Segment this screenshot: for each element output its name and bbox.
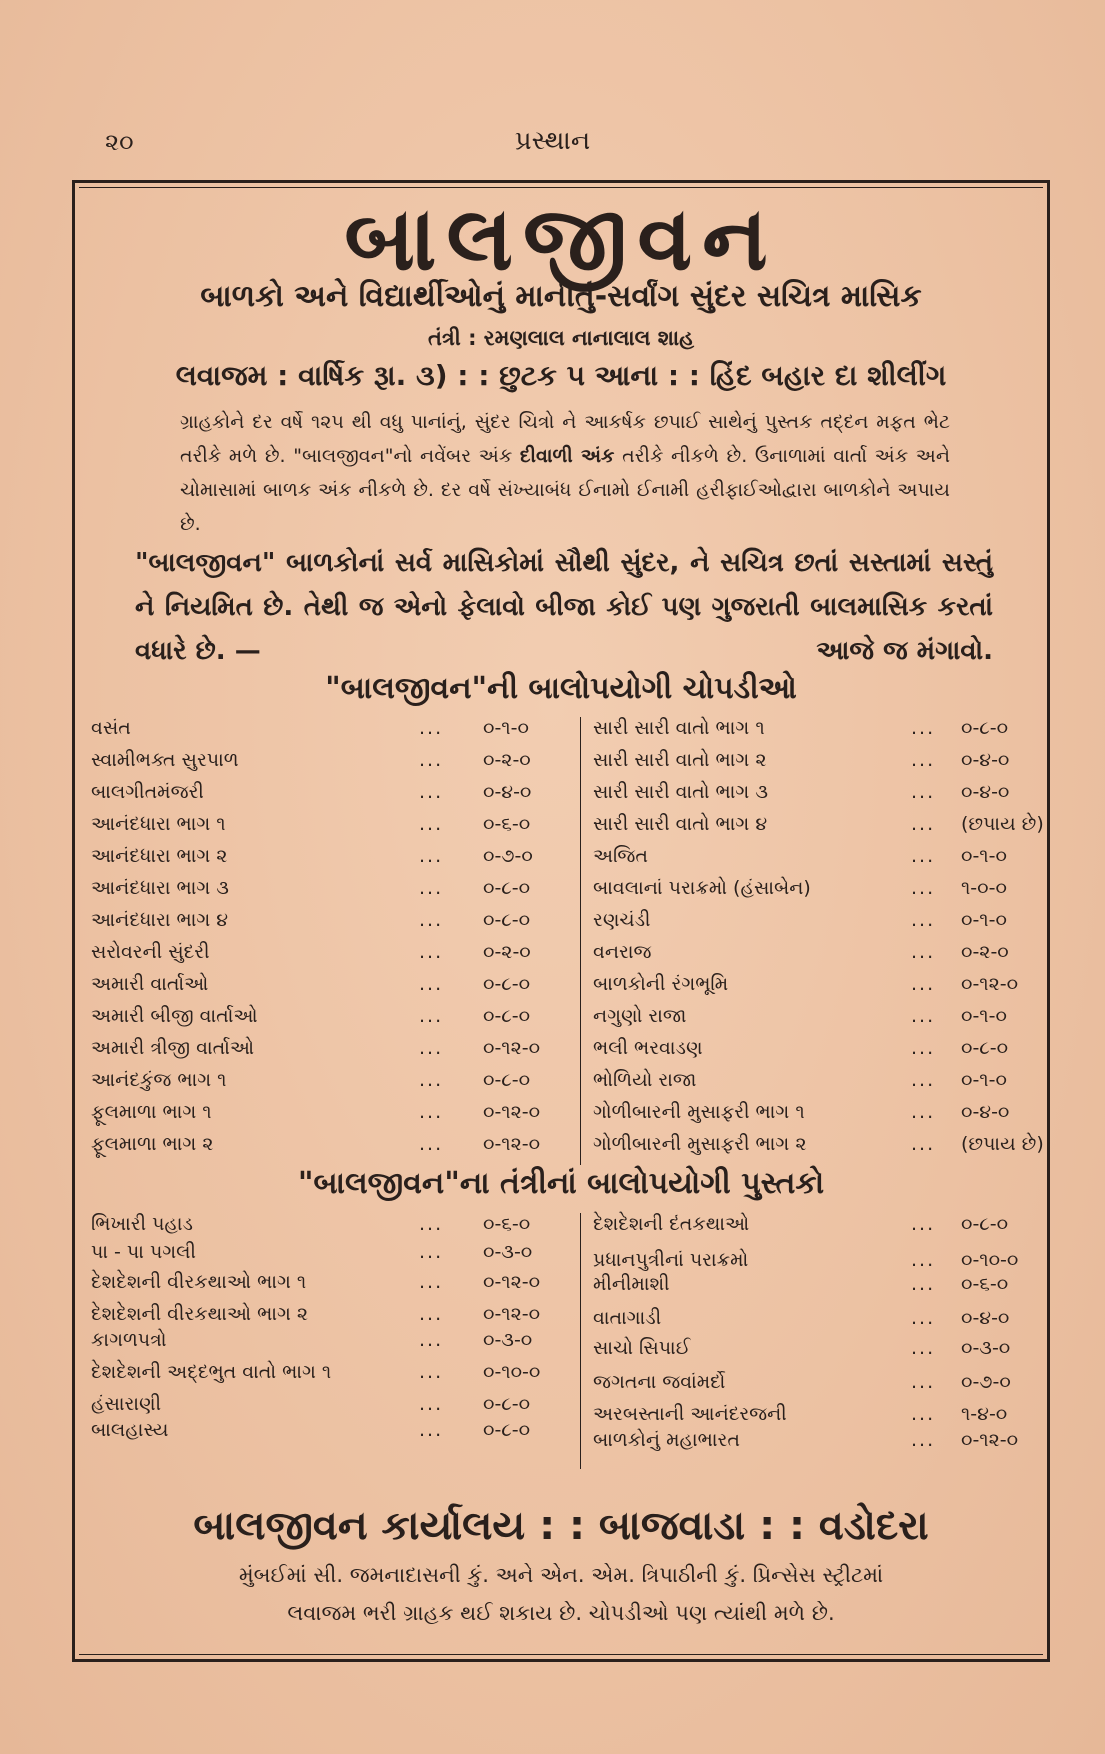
diwali-issue: દીવાળી અંક xyxy=(519,445,615,467)
magazine-title: બાલજીવન xyxy=(344,187,778,290)
book-price: ૦-૭-૦ xyxy=(961,1371,1011,1393)
leader-dots: ... xyxy=(911,813,936,835)
leader-dots: ... xyxy=(419,941,444,963)
book-title: સારી સારી વાતો ભાગ ૧ xyxy=(593,717,765,739)
book-title: સરોવરની સુંદરી xyxy=(91,941,210,963)
book-price: ૦-૧૦-૦ xyxy=(961,1249,1019,1271)
leader-dots: ... xyxy=(911,1307,936,1329)
book-title: ભોળિયો રાજા xyxy=(593,1069,697,1091)
leader-dots: ... xyxy=(419,877,444,899)
leader-dots: ... xyxy=(911,1005,936,1027)
frame-rule-bottom xyxy=(79,1654,1043,1655)
book-price: ૦-૧-૦ xyxy=(961,909,1007,931)
leader-dots: ... xyxy=(911,1213,936,1235)
agents-note: મુંબઈમાં સી. જમનાદાસની કું. અને એન. એમ. ત્રિપાઠીની કું. પ્રિન્સેસ સ્ટ્રીટમાં xyxy=(238,1563,884,1587)
book-row xyxy=(91,877,1037,909)
book-row xyxy=(91,749,1037,781)
leader-dots: ... xyxy=(911,1429,936,1451)
leader-dots: ... xyxy=(419,845,444,867)
book-row xyxy=(91,1273,1037,1305)
leader-dots: ... xyxy=(911,1133,936,1155)
leader-dots: ... xyxy=(911,1101,936,1123)
book-price: ૦-૮-૦ xyxy=(483,973,531,995)
book-row xyxy=(91,909,1037,941)
book-price: ૦-૧-૦ xyxy=(483,717,529,739)
book-price: ૦-૧૨-૦ xyxy=(483,1037,541,1059)
leader-dots: ... xyxy=(419,1361,444,1383)
book-title: બાલગીતમંજરી xyxy=(91,781,204,803)
leader-dots: ... xyxy=(911,845,936,867)
book-price: ૦-૮-૦ xyxy=(483,877,531,899)
book-row xyxy=(91,941,1037,973)
running-head: પ્રસ્થાન xyxy=(514,126,591,156)
book-title: વાતાગાડી xyxy=(593,1307,662,1329)
leader-dots: ... xyxy=(419,1069,444,1091)
leader-dots: ... xyxy=(911,941,936,963)
leader-dots: ... xyxy=(419,1213,444,1235)
book-row xyxy=(91,1307,1037,1339)
book-title: વસંત xyxy=(91,717,131,739)
book-price: ૦-૧-૦ xyxy=(961,1005,1007,1027)
promo-paragraph xyxy=(135,541,993,673)
book-price: ૦-૪-૦ xyxy=(961,781,1010,803)
book-price: ૦-૧૦-૦ xyxy=(483,1361,541,1383)
book-title: સારી સારી વાતો ભાગ ૨ xyxy=(593,749,767,771)
book-title: અજિત xyxy=(593,845,648,867)
leader-dots: ... xyxy=(419,1271,444,1293)
gift-paragraph xyxy=(180,405,950,541)
book-title: અરબસ્તાની આનંદરજની xyxy=(593,1403,787,1425)
book-price: ૦-૪-૦ xyxy=(961,1307,1010,1329)
book-title: આનંદધારા ભાગ ૪ xyxy=(91,909,229,931)
book-row xyxy=(91,845,1037,877)
leader-dots: ... xyxy=(419,1419,444,1441)
book-row xyxy=(91,813,1044,845)
agents-note-2: લવાજમ ભરી ગ્રાહક થઈ શકાય છે. ચોપડીઓ પણ ત્યાંથી મળે છે. xyxy=(287,1601,835,1625)
leader-dots: ... xyxy=(911,1069,936,1091)
editor-books-table xyxy=(91,1213,1037,1473)
book-row xyxy=(91,1133,1044,1165)
book-price: ૦-૮-૦ xyxy=(483,1069,531,1091)
book-price: ૦-૪-૦ xyxy=(961,1101,1010,1123)
book-price: ૦-૮-૦ xyxy=(961,1213,1009,1235)
book-row xyxy=(91,1429,1037,1461)
leader-dots: ... xyxy=(419,1303,444,1325)
book-title: નગુણો રાજા xyxy=(593,1005,687,1027)
book-title: દેશદેશની વીરકથાઓ ભાગ ૧ xyxy=(91,1271,307,1293)
leader-dots: ... xyxy=(911,1337,936,1359)
book-price: ૦-૬-૦ xyxy=(483,813,531,835)
book-price: ૦-૧૨-૦ xyxy=(961,973,1019,995)
book-title: આનંદધારા ભાગ ૩ xyxy=(91,877,229,899)
leader-dots: ... xyxy=(911,1371,936,1393)
book-price: ૧-૪-૦ xyxy=(961,1403,1008,1425)
book-price: ૦-૮-૦ xyxy=(483,1393,531,1415)
book-title: મીનીમાશી xyxy=(593,1273,670,1295)
book-title: આનંદકુંજ ભાગ ૧ xyxy=(91,1069,227,1091)
advertisement-frame xyxy=(72,180,1050,1662)
book-price: ૦-૧૨-૦ xyxy=(483,1271,541,1293)
book-price: ૦-૪-૦ xyxy=(483,781,532,803)
book-price: ૦-૮-૦ xyxy=(961,1037,1009,1059)
leader-dots: ... xyxy=(911,749,936,771)
subscription-line: લવાજમ : વાર્ષિક રૂા. ૩) : : છુટક ૫ આના : : હિંદ બહાર દા શીલીંગ xyxy=(175,359,947,392)
book-title: ગોળીબારની મુસાફરી ભાગ ૧ xyxy=(593,1101,805,1123)
book-price: ૦-૬-૦ xyxy=(961,1273,1009,1295)
book-price: ૦-૧૨-૦ xyxy=(961,1429,1019,1451)
book-row xyxy=(91,717,1037,749)
book-price: ૦-૧-૦ xyxy=(961,845,1007,867)
book-row xyxy=(91,1371,1037,1403)
book-price: ૦-૧૨-૦ xyxy=(483,1303,541,1325)
leader-dots: ... xyxy=(911,1403,936,1425)
book-title: દેશદેશની દંતકથાઓ xyxy=(593,1213,750,1235)
leader-dots: ... xyxy=(911,877,936,899)
leader-dots: ... xyxy=(911,1273,936,1295)
book-title: ફૂલમાળા ભાગ ૨ xyxy=(91,1133,214,1155)
book-price: ૦-૮-૦ xyxy=(961,717,1009,739)
book-title: ભલી ભરવાડણ xyxy=(593,1037,703,1059)
leader-dots: ... xyxy=(419,749,444,771)
editor-books-heading: "બાલજીવન"ના તંત્રીનાં બાલોપયોગી પુસ્તકો xyxy=(297,1166,825,1201)
leader-dots: ... xyxy=(911,1249,936,1271)
book-title: સાચો સિપાઈ xyxy=(593,1337,691,1359)
book-price: ૦-૮-૦ xyxy=(483,1419,531,1441)
leader-dots: ... xyxy=(911,909,936,931)
book-title: વનરાજ xyxy=(593,941,652,963)
gift-text-1: ગ્રાહકોને દર વર્ષે ૧૨૫ થી વધુ પાનાંનું, સુંદર ચિત્રો ને આકર્ષક છપાઈ સાથેનું પુસ્તક તદ્દન મફત ભેટ તરીકે મળે છે. "બાલજીવન"નો નવેંબર અંક xyxy=(180,411,950,467)
book-row xyxy=(91,1037,1037,1069)
page-number: ૨૦ xyxy=(105,128,134,156)
leader-dots: ... xyxy=(419,1241,444,1263)
book-row xyxy=(91,781,1037,813)
leader-dots: ... xyxy=(419,1101,444,1123)
book-price: ૦-૮-૦ xyxy=(483,1005,531,1027)
book-title: અમારી ત્રીજી વાર્તાઓ xyxy=(91,1037,255,1059)
book-title: રણચંડી xyxy=(593,909,651,931)
leader-dots: ... xyxy=(911,1037,936,1059)
editor-line: તંત્રી : રમણલાલ નાનાલાલ શાહ xyxy=(427,326,695,350)
books-heading: "બાલજીવન"ની બાલોપયોગી ચોપડીઓ xyxy=(325,671,797,706)
book-title: પ્રધાનપુત્રીનાં પરાક્રમો xyxy=(593,1249,749,1271)
book-title: ફૂલમાળા ભાગ ૧ xyxy=(91,1101,212,1123)
gift-text-2: તરીકે નીકળે છે. ઉનાળામાં વાર્તા અંક અને ચોમાસામાં બાળક અંક નીકળે છે. દર વર્ષે સંખ્યાબંધ ઈનામો ઈનામી હરીફાઈઓદ્વારા બાળકોને અપાય છે. xyxy=(180,445,950,535)
book-price: ૦-૨-૦ xyxy=(483,941,531,963)
book-row xyxy=(91,973,1037,1005)
leader-dots: ... xyxy=(419,717,444,739)
book-price: ૦-૩-૦ xyxy=(483,1241,533,1263)
book-row xyxy=(91,1005,1037,1037)
book-title: દેશદેશની અદ્દભુત વાતો ભાગ ૧ xyxy=(91,1361,332,1383)
book-title: બાળકોનું મહાભારત xyxy=(593,1429,740,1451)
leader-dots: ... xyxy=(419,1037,444,1059)
book-price: ૦-૨-૦ xyxy=(961,941,1009,963)
book-row xyxy=(91,1069,1037,1101)
book-price: (છપાય છે) xyxy=(961,813,1044,835)
book-title: બાલહાસ્ય xyxy=(91,1419,169,1441)
order-now: આજે જ મંગાવો. xyxy=(816,636,993,666)
book-price: ૦-૧૨-૦ xyxy=(483,1133,541,1155)
book-row xyxy=(91,1337,1037,1369)
book-price: ૦-૩-૦ xyxy=(483,1329,533,1351)
book-row xyxy=(91,1213,1037,1245)
book-title: દેશદેશની વીરકથાઓ ભાગ ૨ xyxy=(91,1303,309,1325)
promo-text: "બાલજીવન" બાળકોનાં સર્વ માસિકોમાં સૌથી સુંદર, ને સચિત્ર છતાં સસ્તામાં સસ્તું ને નિયમિત છે. તેથી જ એનો ફેલાવો બીજા કોઈ પણ ગુજરાતી બાલમાસિક કરતાં વધારે છે. — xyxy=(135,548,993,666)
books-table xyxy=(91,717,1044,1167)
book-title: આનંદધારા ભાગ ૨ xyxy=(91,845,228,867)
leader-dots: ... xyxy=(911,717,936,739)
book-price: ૦-૭-૦ xyxy=(483,845,533,867)
book-title: બાવલાનાં પરાક્રમો (હંસાબેન) xyxy=(593,877,811,899)
book-title: સારી સારી વાતો ભાગ ૪ xyxy=(593,813,768,835)
book-price: ૦-૧-૦ xyxy=(961,1069,1007,1091)
book-price: ૦-૮-૦ xyxy=(483,909,531,931)
book-title: આનંદધારા ભાગ ૧ xyxy=(91,813,226,835)
leader-dots: ... xyxy=(419,973,444,995)
book-title: કાગળપત્રો xyxy=(91,1329,167,1351)
book-title: સારી સારી વાતો ભાગ ૩ xyxy=(593,781,768,803)
book-title: હંસારાણી xyxy=(91,1393,162,1415)
leader-dots: ... xyxy=(911,781,936,803)
leader-dots: ... xyxy=(419,813,444,835)
book-title: જગતના જવાંમર્દો xyxy=(593,1371,726,1393)
book-title: અમારી બીજી વાર્તાઓ xyxy=(91,1005,258,1027)
book-price: ૦-૬-૦ xyxy=(483,1213,531,1235)
book-title: અમારી વાર્તાઓ xyxy=(91,973,209,995)
leader-dots: ... xyxy=(419,1133,444,1155)
book-price: ૦-૧૨-૦ xyxy=(483,1101,541,1123)
leader-dots: ... xyxy=(419,1329,444,1351)
book-row xyxy=(91,1101,1037,1133)
book-price: ૦-૨-૦ xyxy=(483,749,531,771)
book-price: ૦-૪-૦ xyxy=(961,749,1010,771)
office-address: બાલજીવન કાર્યાલય : : બાજવાડા : : વડોદરા xyxy=(193,1503,929,1549)
book-title: ગોળીબારની મુસાફરી ભાગ ૨ xyxy=(593,1133,807,1155)
leader-dots: ... xyxy=(911,973,936,995)
book-title: ભિખારી પહાડ xyxy=(91,1213,193,1235)
leader-dots: ... xyxy=(419,781,444,803)
magazine-tagline: બાળકો અને વિદ્યાર્થીઓનું માનીતું-સર્વાંગ સુંદર સચિત્ર માસિક xyxy=(200,279,922,314)
book-title: બાળકોની રંગભૂમિ xyxy=(593,973,729,995)
book-price: ૦-૩-૦ xyxy=(961,1337,1011,1359)
book-title: પા - પા પગલી xyxy=(91,1241,196,1263)
leader-dots: ... xyxy=(419,1005,444,1027)
book-price: (છપાય છે) xyxy=(961,1133,1044,1155)
book-price: ૧-૦-૦ xyxy=(961,877,1007,899)
leader-dots: ... xyxy=(419,1393,444,1415)
leader-dots: ... xyxy=(419,909,444,931)
book-title: સ્વામીભક્ત સુરપાળ xyxy=(91,749,239,771)
